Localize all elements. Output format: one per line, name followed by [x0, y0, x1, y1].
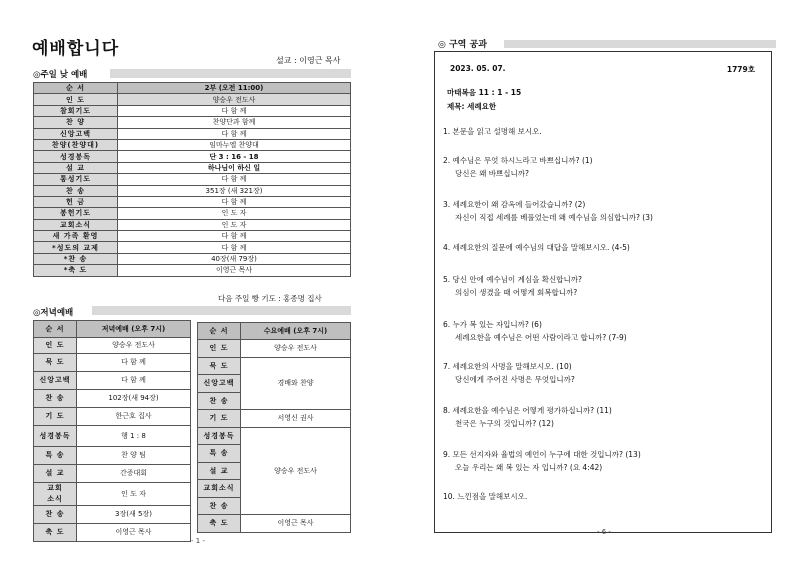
- table-row: [198, 340, 351, 358]
- order-value: 이영근 목사: [118, 265, 351, 276]
- wednesday-service-table: [197, 322, 351, 533]
- order-value: 다 함 께: [118, 231, 351, 242]
- order-label: 찬 양: [34, 117, 118, 128]
- question-subtext: 당신은 왜 바쁘십니까?: [455, 169, 529, 178]
- order-value: 임마누엘 찬양대: [118, 139, 351, 150]
- order-value: 찬 양 팀: [77, 447, 191, 465]
- table-row: [198, 515, 351, 533]
- scripture-reference: 마태복음 11 : 1 - 15: [447, 88, 522, 97]
- table-header-row: [198, 323, 351, 340]
- order-value: 이영근 목사: [241, 515, 351, 533]
- table-row: [34, 338, 191, 354]
- lesson-passage: [447, 86, 521, 114]
- table-row: [34, 354, 191, 372]
- order-value: 경배와 찬양: [241, 358, 351, 410]
- order-value: 인 도 자: [118, 219, 351, 230]
- table-header-row: [34, 321, 191, 338]
- order-label: 찬 송: [198, 393, 241, 410]
- order-label: 성경봉독: [34, 151, 118, 162]
- page-number: - 6 -: [597, 528, 611, 536]
- question-item: [443, 448, 763, 474]
- order-value: 서영신 권사: [241, 410, 351, 428]
- order-label: 묵 도: [198, 358, 241, 375]
- question-subtext: 세례요한을 예수님은 어떤 사람이라고 합니까? (7-9): [455, 333, 627, 342]
- question-item: [443, 318, 763, 344]
- order-label: 참회기도: [34, 105, 118, 116]
- evening-service-table: [33, 320, 191, 542]
- table-row: [34, 426, 191, 447]
- order-value: 다 함 께: [118, 174, 351, 185]
- order-label: *찬 송: [34, 253, 118, 264]
- right-page: [400, 0, 800, 566]
- order-label: 설 교: [198, 463, 241, 480]
- question-text: 2. 예수님은 무엇 하시느라고 바쁘십니까? (1): [443, 156, 593, 165]
- order-label: 인 도: [34, 94, 118, 105]
- order-value: 양승우 전도사: [241, 428, 351, 515]
- table-row: [34, 139, 351, 150]
- order-value: 다 함 께: [118, 128, 351, 139]
- section-bar: [110, 69, 351, 78]
- order-value: 다 함 께: [118, 196, 351, 207]
- question-item: [443, 273, 763, 299]
- order-label: 새 가족 환영: [34, 231, 118, 242]
- order-label: 축 도: [198, 515, 241, 533]
- order-label: 성경봉독: [198, 428, 241, 445]
- table-row: [34, 174, 351, 185]
- order-label: 교회소식: [34, 219, 118, 230]
- question-item: [443, 404, 763, 430]
- order-label: 찬 송: [34, 185, 118, 196]
- table-row: [34, 208, 351, 219]
- question-text: 6. 누가 복 있는 자입니까? (6): [443, 320, 542, 329]
- order-value: 351장 (새 321장): [118, 185, 351, 196]
- table-row: [198, 410, 351, 428]
- section-bar: [504, 40, 776, 48]
- question-item: [443, 125, 763, 138]
- table-row: [34, 105, 351, 116]
- question-item: [443, 241, 763, 254]
- order-label: 찬 송: [198, 498, 241, 515]
- table-row: [34, 390, 191, 408]
- lesson-subject: 제목: 세례요한: [447, 102, 497, 111]
- order-label: 인 도: [198, 340, 241, 358]
- question-text: 1. 본문을 읽고 설명해 보시오.: [443, 127, 542, 136]
- table-row: [34, 94, 351, 105]
- question-subtext: 오늘 우리는 왜 복 있는 자 입니까? (요 4:42): [455, 463, 603, 472]
- order-label: *성도의 교제: [34, 242, 118, 253]
- order-value: 다 함 께: [77, 354, 191, 372]
- table-row: [34, 253, 351, 264]
- table-row: [34, 117, 351, 128]
- order-value: 인 도 자: [118, 208, 351, 219]
- order-label: 신앙고백: [34, 372, 77, 390]
- order-value: 3장(새 5장): [77, 506, 191, 524]
- order-label: 축 도: [34, 524, 77, 542]
- table-row: [34, 372, 191, 390]
- order-value: 40장(새 79장): [118, 253, 351, 264]
- table-row: [34, 524, 191, 542]
- question-text: 9. 모든 선지자와 율법의 예언이 누구에 대한 것입니까? (13): [443, 450, 641, 459]
- order-label: 설 교: [34, 162, 118, 173]
- question-subtext: 당신에게 주어진 사명은 무엇입니까?: [455, 375, 575, 384]
- table-row: [34, 196, 351, 207]
- table-row: [34, 151, 351, 162]
- table-row: [198, 358, 351, 375]
- question-item: [443, 198, 763, 224]
- table-row: [34, 447, 191, 465]
- order-label: 인 도: [34, 338, 77, 354]
- order-label: 기 도: [34, 408, 77, 426]
- next-week-prayer: 다음 주일 빵 기도 : 홍종명 집사: [218, 294, 322, 303]
- table-row: [198, 428, 351, 445]
- order-value: 102장(새 94장): [77, 390, 191, 408]
- table-row: [34, 231, 351, 242]
- evening-service-heading: ◎저녁예배: [33, 308, 74, 318]
- order-value: 다 함 께: [118, 105, 351, 116]
- question-text: 3. 세례요한이 왜 감옥에 들어갔습니까? (2): [443, 200, 586, 209]
- order-label: 통성기도: [34, 174, 118, 185]
- table-row: [34, 219, 351, 230]
- order-value: 이영근 목사: [77, 524, 191, 542]
- table-row: [34, 483, 191, 506]
- table-header-cell: 순 서: [198, 323, 241, 340]
- table-header-cell: 저녁예배 (오후 7시): [77, 321, 191, 338]
- question-item: [443, 490, 763, 503]
- table-row: [34, 162, 351, 173]
- cell-lesson-heading: ◎ 구역 공과: [438, 40, 487, 50]
- order-label: 특 송: [198, 445, 241, 463]
- section-bar: [92, 306, 351, 315]
- table-header-cell: 수요예배 (오후 7시): [241, 323, 351, 340]
- lesson-date: 2023. 05. 07.: [450, 64, 506, 73]
- table-row: [34, 465, 191, 483]
- issue-number: 1779호: [726, 65, 755, 74]
- order-label: 교회 소식: [34, 483, 77, 506]
- order-value: 다 함 께: [118, 242, 351, 253]
- question-item: [443, 360, 763, 386]
- table-row: [34, 408, 191, 426]
- order-label: 신앙고백: [198, 375, 241, 393]
- order-value: 인 도 자: [77, 483, 191, 506]
- order-label: 봉헌기도: [34, 208, 118, 219]
- order-label: 찬양(찬양대): [34, 139, 118, 150]
- order-value: 간증대회: [77, 465, 191, 483]
- table-row: [34, 265, 351, 276]
- question-item: [443, 154, 763, 180]
- order-value: 양승우 전도사: [77, 338, 191, 354]
- order-value: 행 1 : 8: [77, 426, 191, 447]
- table-row: [34, 242, 351, 253]
- page-title: 예배합니다: [32, 39, 120, 59]
- table-header-row: [34, 83, 351, 94]
- order-label: 신앙고백: [34, 128, 118, 139]
- question-text: 8. 세례요한을 예수님은 어떻게 평가하십니까? (11): [443, 406, 612, 415]
- order-label: 성경봉독: [34, 426, 77, 447]
- order-value: 하나님이 하신 일: [118, 162, 351, 173]
- question-subtext: 천국은 누구의 것입니까? (12): [455, 419, 554, 428]
- order-value: 다 함 께: [77, 372, 191, 390]
- order-value: 찬양단과 함께: [118, 117, 351, 128]
- order-value: 단 3 : 16 - 18: [118, 151, 351, 162]
- order-label: 찬 송: [34, 506, 77, 524]
- table-row: [34, 185, 351, 196]
- question-text: 7. 세례요한의 사명을 말해보시오. (10): [443, 362, 572, 371]
- question-subtext: 의심이 생겼을 때 어떻게 회복합니까?: [455, 288, 578, 297]
- order-value: 양승우 전도사: [118, 94, 351, 105]
- question-text: 5. 당신 안에 예수님이 계심을 확신합니까?: [443, 275, 582, 284]
- order-label: 설 교: [34, 465, 77, 483]
- order-label: 찬 송: [34, 390, 77, 408]
- table-header-cell: 2부 (오전 11:00): [118, 83, 351, 94]
- order-label: 특 송: [34, 447, 77, 465]
- order-label: 기 도: [198, 410, 241, 428]
- order-label: 헌 금: [34, 196, 118, 207]
- order-label: 교회소식: [198, 480, 241, 498]
- order-label: *축 도: [34, 265, 118, 276]
- table-row: [34, 506, 191, 524]
- question-text: 4. 세례요한의 질문에 예수님의 대답을 말해보시오. (4-5): [443, 243, 630, 252]
- order-value: 한근호 집사: [77, 408, 191, 426]
- main-service-heading: ◎주일 낮 예배: [33, 70, 88, 80]
- table-row: [34, 128, 351, 139]
- question-text: 10. 느낀점을 말해보시오.: [443, 492, 528, 501]
- question-subtext: 자신이 직접 세례를 베풀었는데 왜 예수님을 의심합니까? (3): [455, 213, 653, 222]
- order-value: 양승우 전도사: [241, 340, 351, 358]
- main-service-table: [33, 82, 351, 277]
- page-number: - 1 -: [191, 537, 205, 545]
- table-header-cell: 순 서: [34, 83, 118, 94]
- preacher-label: 설교 : 이영근 목사: [276, 56, 341, 65]
- table-header-cell: 순 서: [34, 321, 77, 338]
- order-label: 묵 도: [34, 354, 77, 372]
